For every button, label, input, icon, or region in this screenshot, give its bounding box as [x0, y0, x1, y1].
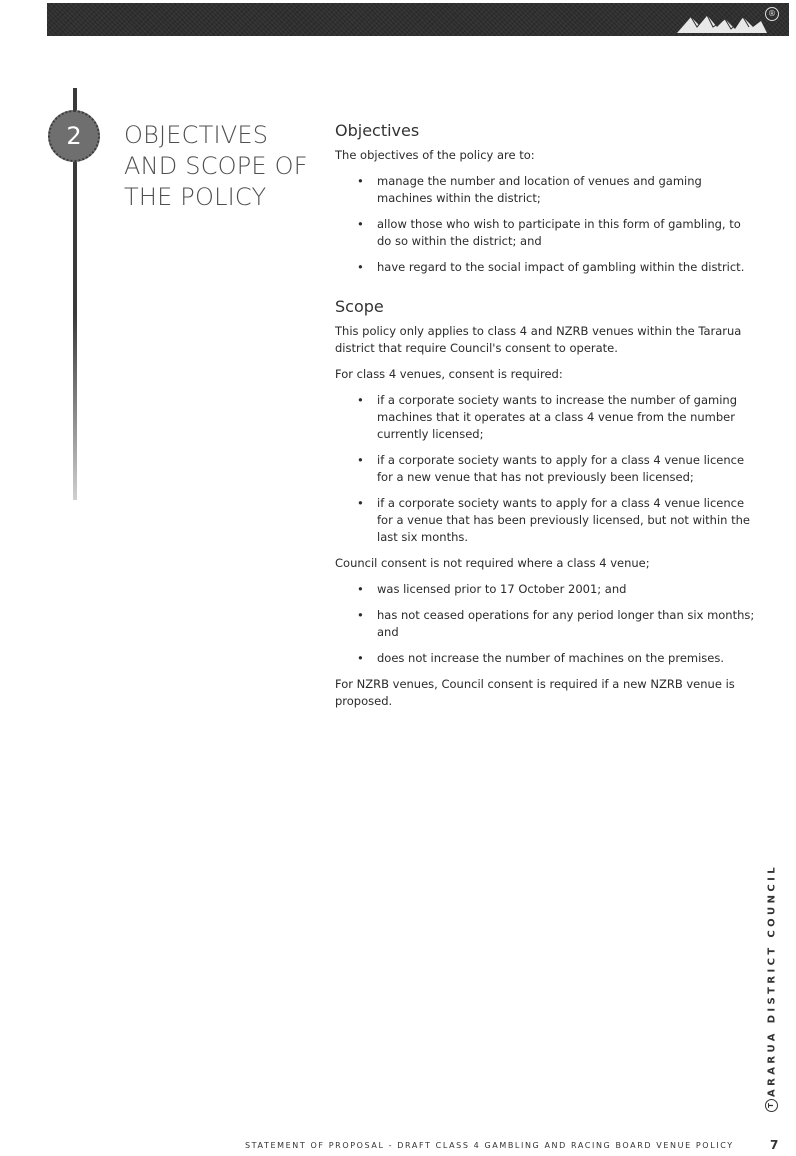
list-item: • was licensed prior to 17 October 2001; and: [335, 581, 755, 598]
mountains-logo-icon: [677, 13, 767, 33]
footer-text: STATEMENT OF PROPOSAL - DRAFT CLASS 4 GAMBLING AND RACING BOARD VENUE POLICY: [245, 1141, 734, 1150]
council-logo-icon: T: [765, 1099, 778, 1112]
list-item: • does not increase the number of machines on the premises.: [335, 650, 755, 667]
scope-paragraph: Council consent is not required where a class 4 venue;: [335, 556, 650, 570]
scope-heading: Scope: [335, 297, 384, 316]
scope-paragraph: For class 4 venues, consent is required:: [335, 367, 563, 381]
registered-mark: ®: [765, 7, 779, 21]
consent-not-required-list: [335, 581, 755, 667]
scope-paragraph: This policy only applies to class 4 and NZRB venues within the Tararua district that require Council's consent to operate.: [335, 324, 742, 355]
objectives-intro: The objectives of the policy are to:: [335, 148, 535, 162]
list-item: • manage the number and location of venues and gaming machines within the district;: [335, 173, 755, 207]
council-name: ARARUA DISTRICT COUNCIL: [766, 864, 778, 1097]
section-number-badge: 2: [48, 110, 100, 162]
list-item: • have regard to the social impact of gambling within the district.: [335, 259, 755, 276]
scope-paragraph: For NZRB venues, Council consent is required if a new NZRB venue is proposed.: [335, 677, 735, 708]
list-item: • has not ceased operations for any period longer than six months; and: [335, 607, 755, 641]
objectives-heading: Objectives: [335, 121, 420, 140]
section-title: OBJECTIVES AND SCOPE OF THE POLICY: [124, 121, 308, 211]
header-bar: [47, 3, 789, 36]
list-item: • allow those who wish to participate in this form of gambling, to do so within the district; and: [335, 216, 755, 250]
list-item: • if a corporate society wants to apply for a class 4 venue licence for a venue that has been previously licensed, but not within the last six months.: [335, 495, 755, 546]
list-item: • if a corporate society wants to increase the number of gaming machines that it operates at a class 4 venue from the number currently licensed;: [335, 392, 755, 443]
council-side-label: [765, 864, 778, 1112]
consent-required-list: [335, 392, 755, 546]
objectives-list: [335, 173, 755, 276]
main-content: [335, 122, 755, 719]
page-number: 7: [770, 1138, 779, 1152]
list-item: • if a corporate society wants to apply for a class 4 venue licence for a new venue that has not previously been licensed;: [335, 452, 755, 486]
